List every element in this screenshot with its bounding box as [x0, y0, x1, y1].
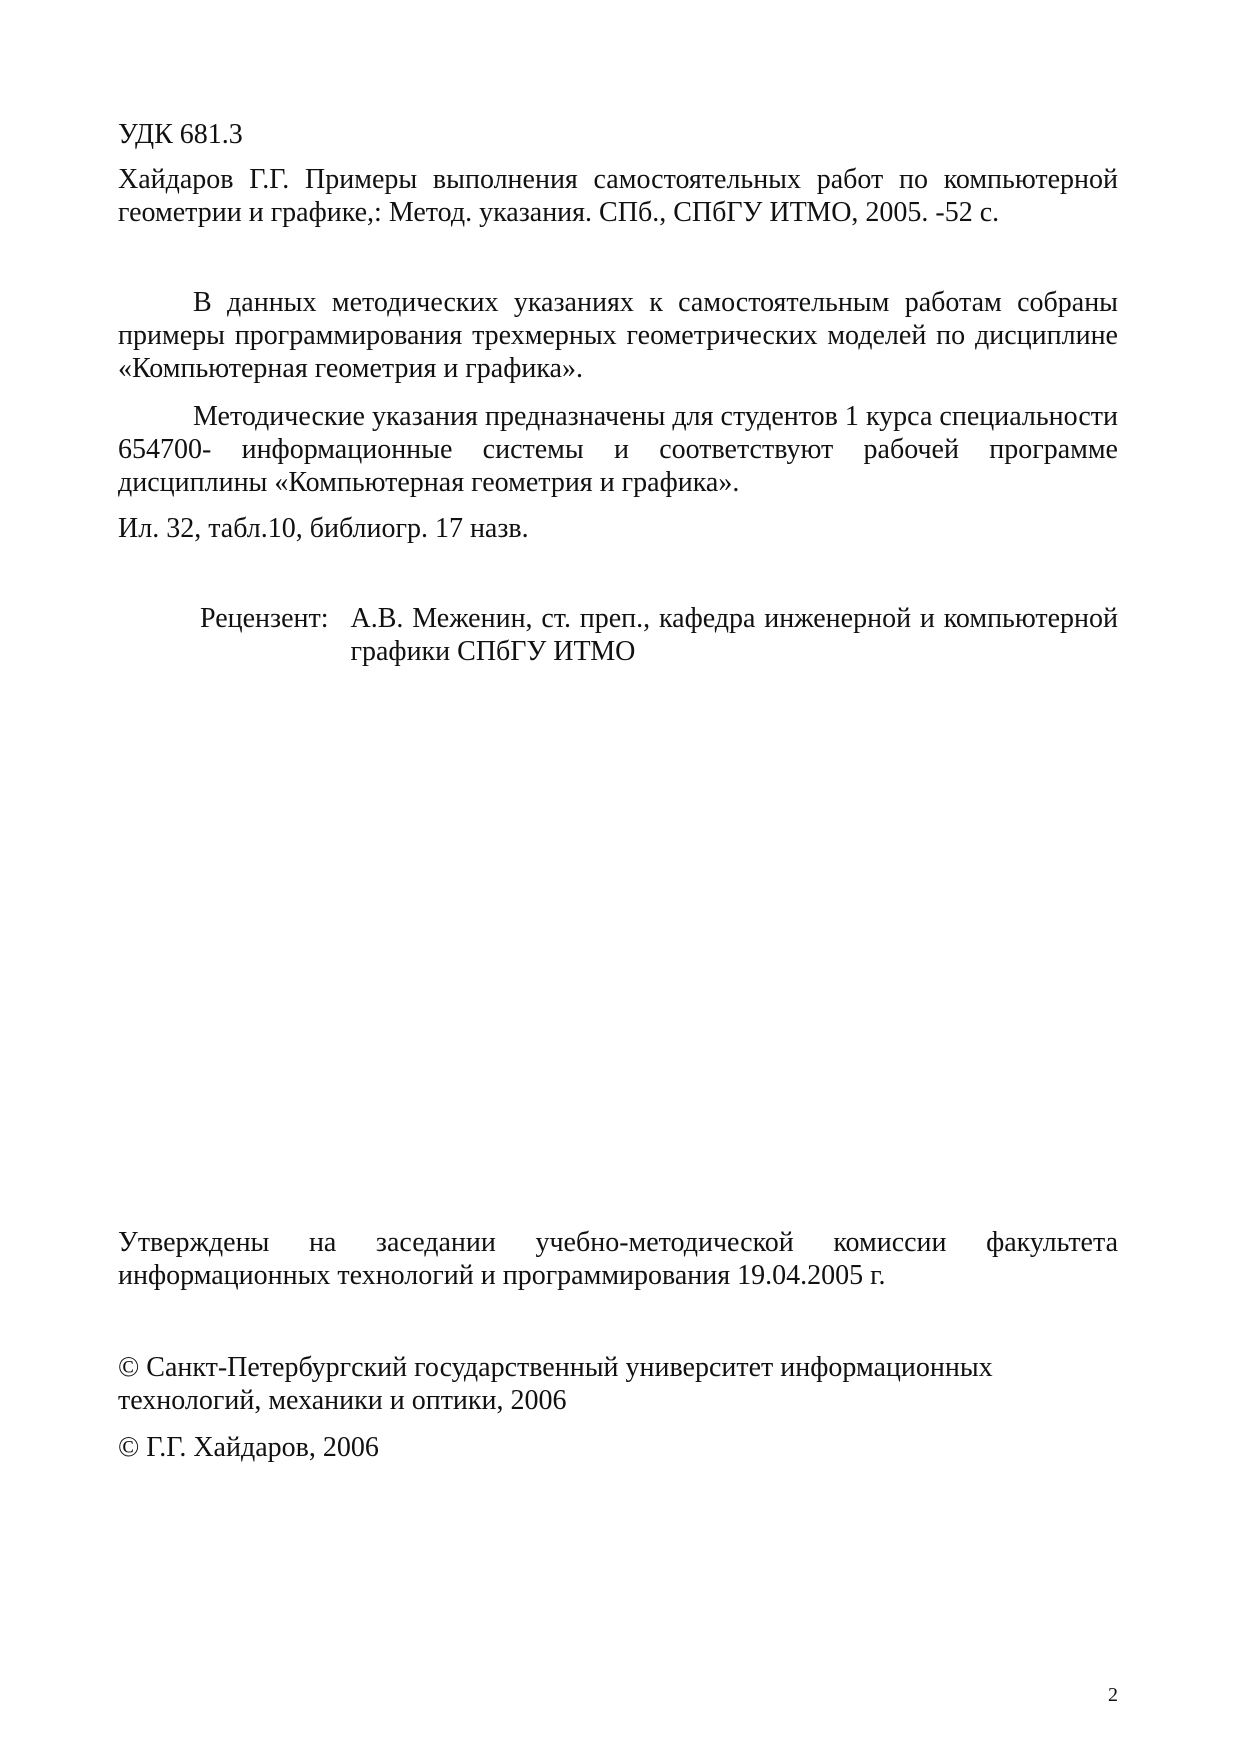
reviewer-block [200, 602, 1118, 668]
approval-note: Утверждены на заседании учебно-методической комиссии факультета информационных технологий и программирования 19.04.2005 г. [118, 1227, 1118, 1291]
illustration-stats: Ил. 32, табл.10, библиогр. 17 назв. [118, 513, 529, 544]
reviewer-text: А.В. Меженин, ст. преп., кафедра инженерной и компьютерной графики СПбГУ ИТМО [350, 603, 1118, 667]
abstract-paragraph-2: Методические указания предназначены для студентов 1 курса специальности 654700- информационные системы и соответствуют рабочей программе дисциплины «Компьютерная геометрия и графика». [118, 401, 1118, 498]
copyright-university: © Санкт-Петербургский государственный университет информационных технологий, механики и оптики, 2006 [118, 1352, 993, 1416]
udk-code: УДК 681.3 [118, 119, 243, 150]
abstract-paragraph-1: В данных методических указаниях к самостоятельным работам собраны примеры программирования трехмерных геометрических моделей по дисциплине «Компьютерная геометрия и графика». [118, 287, 1118, 384]
page-number: 2 [1108, 1684, 1118, 1706]
copyright-author: © Г.Г. Хайдаров, 2006 [118, 1432, 379, 1463]
reviewer-label: Рецензент: [200, 603, 329, 634]
bibliographic-citation: Хайдаров Г.Г. Примеры выполнения самостоятельных работ по компьютерной геометрии и графике,: Метод. указания. СПб., СПбГУ ИТМО, 2005. -52 с. [118, 164, 1118, 228]
